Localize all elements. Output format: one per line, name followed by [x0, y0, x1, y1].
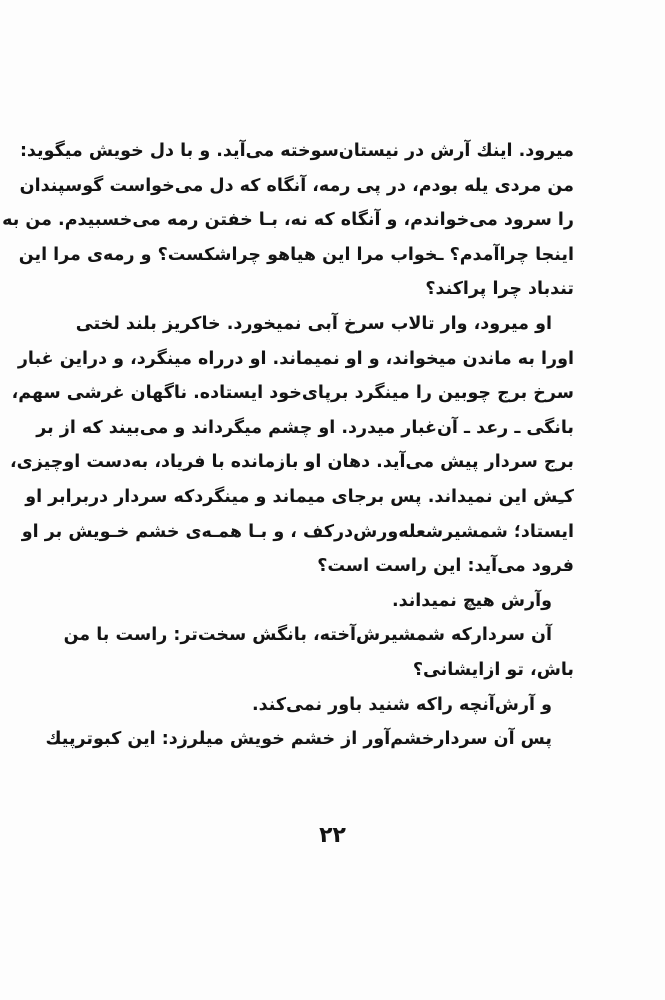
text-line: را سرود می‌خواندم، و آنگاه که نه، بـا خفتن رمه می‌خسبیدم. من به — [2, 210, 574, 231]
text-line: اینجا چرا‌آمدم؟ ـخواب مرا این هیاهو چراشکست؟ و رمه‌ی مرا این — [18, 244, 574, 265]
text-line: و آرش‌آنچه راکه شنید باور نمی‌کند. — [251, 694, 552, 715]
text-line: برج سردار پیش می‌آید. دهان او بازمانده با فریاد، به‌دست اوچیزی، — [10, 452, 574, 473]
text-line: بانگی ـ رعد ـ آن‌غبار میدرد. او چشم میگرداند و می‌بیند که از بر — [36, 417, 574, 438]
text-line: من مردی یله بودم، در پی رمه، آنگاه که دل می‌خواست گوسپندان — [19, 175, 574, 196]
text-line: آن سردارکه شمشیرش‌آخته، بانگش سخت‌تر: راست با من — [63, 625, 552, 646]
body-text — [2, 134, 574, 757]
text-line: فرود می‌آید: این راست است؟ — [317, 556, 574, 577]
text-line: میرود. اینك آرش در نیستان‌سوخته می‌آید. و با دل خویش میگوید: — [19, 141, 574, 161]
text-line: اورا به ماندن میخواند، و او نمیماند. او درراه مینگرد، و دراین غبار — [17, 348, 574, 369]
text-line: تندباد چرا پراکند؟ — [425, 279, 574, 300]
page-number: ۲۲ — [319, 823, 346, 848]
text-line: پس آن سردارخشم‌آور از خشم خویش میلرزد: این کبوترپیك — [45, 729, 552, 750]
text-line: سرخ برج چوبین را مینگرد برپای‌خود ایستاده. ناگهان غرشی سهم، — [11, 383, 574, 404]
text-line: کـِش این نمیداند. پس برجای میماند و مینگردکه سردار دربرابر او — [25, 486, 574, 507]
text-line: وآرش هیچ نمیداند. — [391, 590, 552, 611]
text-line: باش، تو ازایشانی؟ — [412, 659, 574, 680]
text-line: ایستاد؛ شمشیرشعله‌ورش‌درکف ، و بـا همـه‌ی خشم خـویش بر او — [21, 521, 574, 542]
text-line: او میرود، وار تالاب سرخ آبی نمیخورد. خاکریز بلند لختی — [75, 313, 552, 334]
